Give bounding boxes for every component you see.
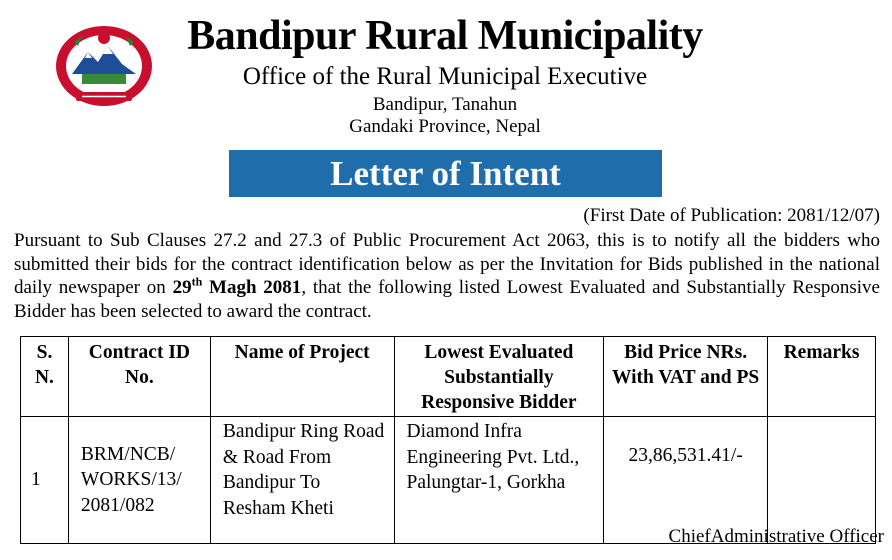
notice-paragraph — [14, 229, 880, 323]
date-day: 29 — [172, 277, 192, 298]
cell-project: Bandipur Ring Road & Road From Bandipur To Resham Kheti — [210, 417, 394, 544]
newspaper-date — [172, 274, 302, 298]
header-bidder: Lowest Evaluated Substantially Responsive Bidder — [394, 337, 604, 417]
table-header-row — [21, 337, 876, 417]
header-remarks: Remarks — [768, 337, 876, 417]
signatory-title: ChiefAdministrative Officer — [668, 526, 884, 547]
nepal-government-emblem-icon — [52, 22, 156, 110]
date-suffix: th — [191, 274, 203, 289]
address-line-1: Bandipur, Tanahun — [372, 94, 518, 115]
header-sn: S. N. — [21, 337, 69, 417]
municipality-title: Bandipur Rural Municipality — [187, 13, 703, 59]
paragraph-part-1: Pursuant to Sub Clauses 27.2 and 27.3 of Public Procurement Act 2063, this is to notify all the bidders who submitted their bids for the contract identification below as per the Invitation for Bids published in the national daily newspaper on — [14, 230, 880, 298]
banner-title: Letter of Intent — [330, 154, 561, 193]
cell-contract-id: BRM/NCB/ WORKS/13/ 2081/082 — [68, 417, 210, 544]
office-name: Office of the Rural Municipal Executive — [242, 63, 648, 90]
table-row — [21, 417, 876, 544]
date-rest: Magh 2081 — [202, 277, 302, 298]
cell-price: 23,86,531.41/- — [604, 417, 768, 544]
award-table — [20, 336, 876, 544]
header-project: Name of Project — [210, 337, 394, 417]
cell-sn: 1 — [21, 417, 69, 544]
header-price: Bid Price NRs. With VAT and PS — [604, 337, 768, 417]
cell-remarks — [768, 417, 876, 544]
address-line-2: Gandaki Province, Nepal — [349, 116, 541, 137]
paragraph-part-2: , that the following listed Lowest Evaluated and Substantially Responsive Bidder has been selected to award the contract. — [14, 277, 880, 322]
publication-date: (First Date of Publication: 2081/12/07) — [583, 205, 880, 226]
cell-bidder: Diamond Infra Engineering Pvt. Ltd., Palungtar-1, Gorkha — [394, 417, 604, 544]
header-contract-id: Contract ID No. — [68, 337, 210, 417]
letter-of-intent-banner — [229, 150, 662, 197]
